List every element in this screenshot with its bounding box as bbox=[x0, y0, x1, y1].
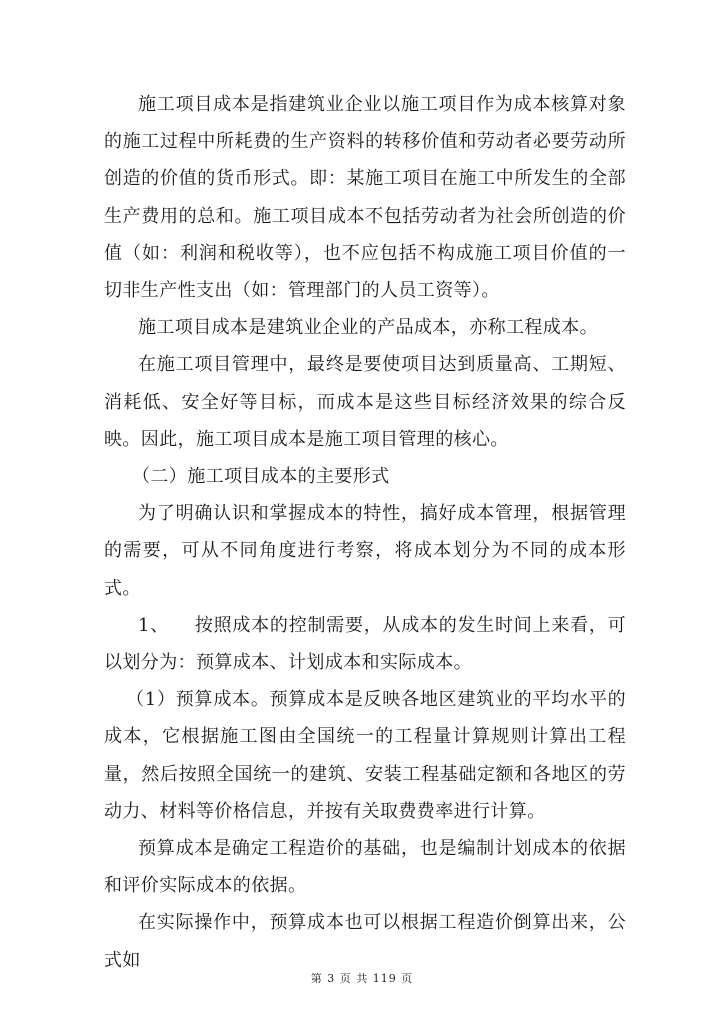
list-item-1-control-needs: 1、 按照成本的控制需要，从成本的发生时间上来看，可以划分为：预算成本、计划成本和实际成本。 bbox=[104, 614, 626, 674]
page-number-footer: 第 3 页 共 119 页 bbox=[310, 972, 414, 985]
paragraph-product-cost: 施工项目成本是建筑业企业的产品成本，亦称工程成本。 bbox=[138, 317, 598, 339]
body-text bbox=[104, 86, 626, 979]
paragraph-budget-basis: 预算成本是确定工程造价的基础，也是编制计划成本的依据和评价实际成本的依据。 bbox=[104, 838, 626, 897]
paragraph-budget-cost: （1）预算成本。预算成本是反映各地区建筑业的平均水平的成本，它根据施工图由全国统一的工程量计算规则计算出工程量，然后按照全国统一的建筑、安装工程基础定额和各地区的劳动力、材料等价格信息，并按有关取费费率进行计算。 bbox=[104, 689, 626, 822]
paragraph-management-core: 在施工项目管理中，最终是要使项目达到质量高、工期短、消耗低、安全好等目标，而成本是这些目标经济效果的综合反映。因此，施工项目成本是施工项目管理的核心。 bbox=[104, 354, 626, 450]
paragraph-budget-formula: 在实际操作中，预算成本也可以根据工程造价倒算出来，公式如 bbox=[104, 912, 626, 971]
paragraph-cost-classification: 为了明确认识和掌握成本的特性，搞好成本管理，根据管理的需要，可从不同角度进行考察，将成本划分为不同的成本形式。 bbox=[104, 503, 626, 599]
paragraph-cost-definition: 施工项目成本是指建筑业企业以施工项目作为成本核算对象的施工过程中所耗费的生产资料的转移价值和劳动者必要劳动所创造的价值的货币形式。即：某施工项目在施工中所发生的全部生产费用的总和。施工项目成本不包括劳动者为社会所创造的价值（如：利润和税收等），也不应包括不构成施工项目价值的一切非生产性支出（如：管理部门的人员工资等）。 bbox=[104, 94, 626, 302]
section-heading-cost-forms: （二）施工项目成本的主要形式 bbox=[132, 466, 390, 488]
